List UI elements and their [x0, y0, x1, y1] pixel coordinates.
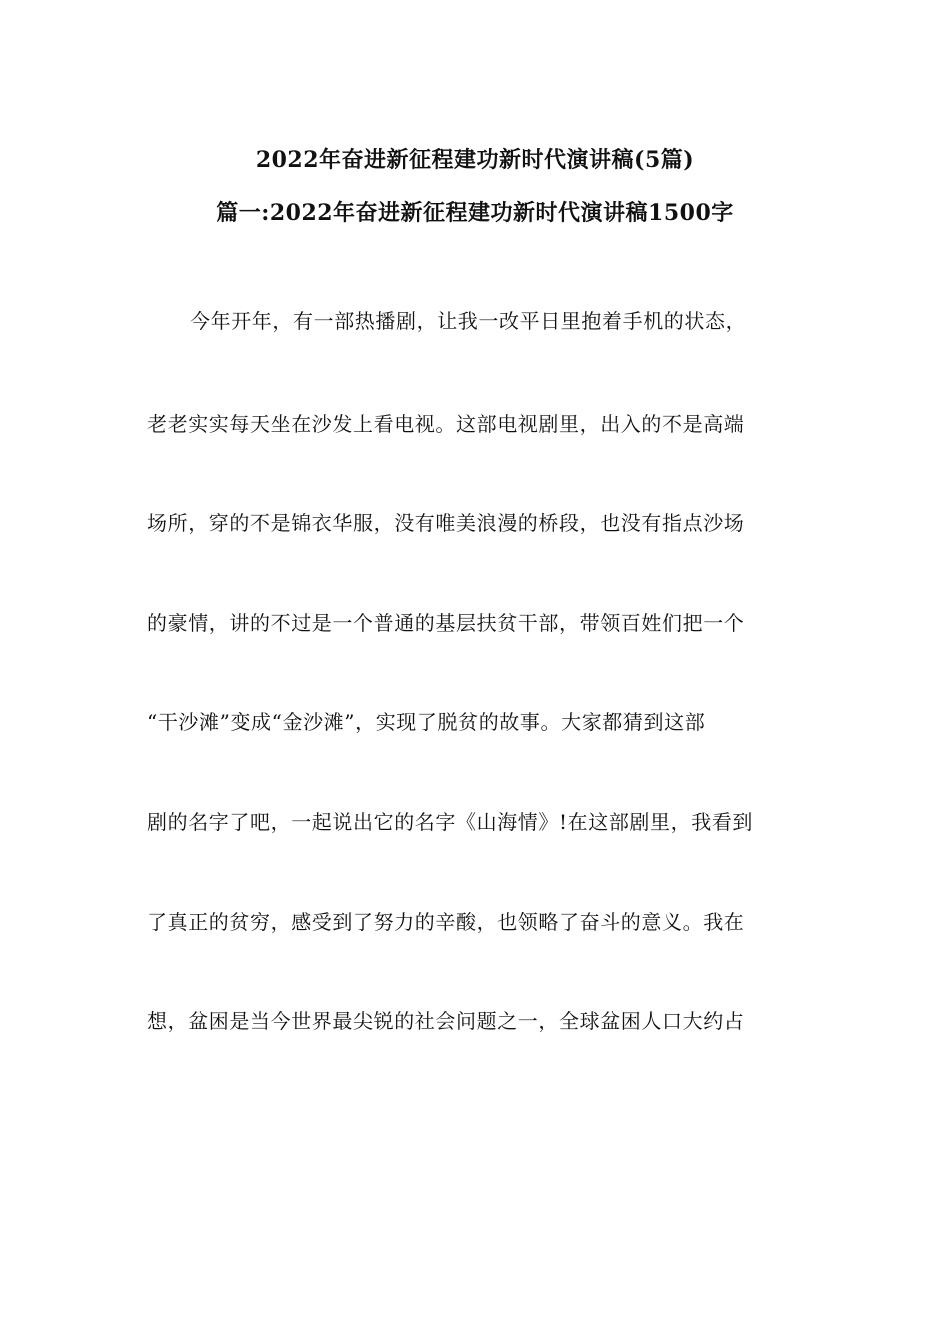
paragraph-line: 场所，穿的不是锦衣华服，没有唯美浪漫的桥段，也没有指点沙场: [147, 511, 745, 535]
section-heading: 篇一:2022年奋进新征程建功新时代演讲稿1500字: [216, 200, 734, 226]
paragraph-line: 剧的名字了吧，一起说出它的名字《山海情》!在这部剧里，我看到: [147, 810, 754, 834]
paragraph-line: 老老实实每天坐在沙发上看电视。这部电视剧里，出入的不是高端: [147, 412, 745, 436]
paragraph-line: 的豪情，讲的不过是一个普通的基层扶贫干部，带领百姓们把一个: [147, 611, 745, 635]
paragraph-line: 想，盆困是当今世界最尖锐的社会问题之一，全球盆困人口大约占: [147, 1009, 745, 1033]
paragraph-line: “干沙滩”变成“金沙滩”，实现了脱贫的故事。大家都猜到这部: [147, 710, 706, 734]
page-title: 2022年奋进新征程建功新时代演讲稿(5篇): [255, 147, 695, 173]
paragraph-line: 了真正的贫穷，感受到了努力的辛酸，也领略了奋斗的意义。我在: [147, 910, 745, 934]
paragraph-line: 今年开年，有一部热播剧，让我一改平日里抱着手机的状态，: [190, 309, 747, 333]
